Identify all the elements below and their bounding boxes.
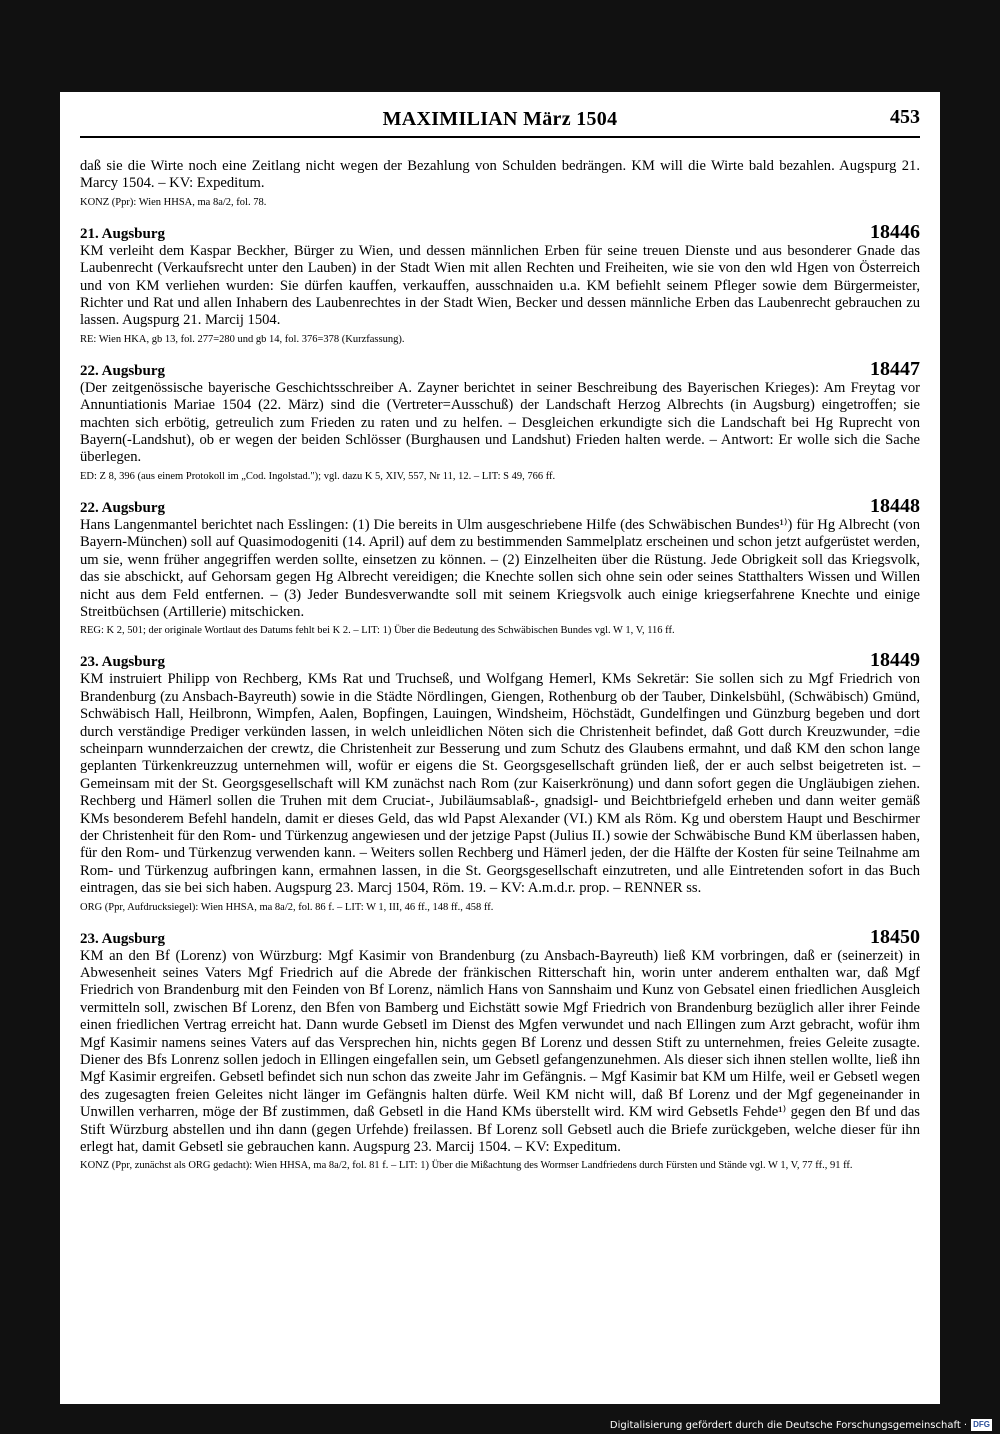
entry-18448 <box>80 494 920 637</box>
page-content <box>80 158 920 1172</box>
header-rule <box>80 136 920 138</box>
intro-text: daß sie die Wirte noch eine Zeitlang nicht wegen der Bezahlung von Schulden bedrängen. KM will die Wirte bald bezahlen. Augspurg 21. Marcy 1504. – KV: Expeditum. <box>80 158 920 192</box>
running-title: MAXIMILIAN März 1504 <box>382 108 618 130</box>
entry-header <box>80 925 920 948</box>
entry-date-place: 22. Augsburg <box>80 362 166 379</box>
page-header <box>80 106 920 136</box>
entry-source: ED: Z 8, 396 (aus einem Protokoll im „Cod. Ingolstad."); vgl. dazu K 5, XIV, 557, Nr 11, 12. – LIT: S 49, 766 ff. <box>80 470 556 482</box>
entry-date-place: 23. Augsburg <box>80 654 166 671</box>
intro-source: KONZ (Ppr): Wien HHSA, ma 8a/2, fol. 78. <box>80 196 267 208</box>
entry-number: 18450 <box>870 925 920 948</box>
entry-text: KM verleiht dem Kaspar Beckher, Bürger zu Wien, und dessen männlichen Erben für seine treuen Dienste und aus besonderer Gnade das Laubenrecht (Verkaufsrecht unter den Lauben) in der Stadt Wien mit allen Rechten und Freiheiten, wie sie von den wld Hgen von Österreich und von KM verliehen wurden: Sie dürfen kauffen, verkauffen, ausschnaiden u.a. KM befiehlt seinem Pfleger sowie dem Bürgermeister, Richter und Rat und allen Inhabern des Laubenrechtes in der Stadt Wien, Becker und dessen männliche Erben das Laubenrecht gebrauchen zu lassen. Augspurg 21. Marcij 1504. <box>80 242 920 329</box>
entry-18447 <box>80 357 920 483</box>
entry-header <box>80 651 920 671</box>
entry-header <box>80 357 920 380</box>
entry-text: KM instruiert Philipp von Rechberg, KMs Rat und Truchseß, und Wolfgang Hemerl, KMs Sekretär: Sie sollen sich zu Mgf Friedrich von Brandenburg (zu Ansbach-Bayreuth) sowie in die Städte Nördlingen, Giengen, Rothenburg ob der Tauber, Dinkelsbühl, (Schwäbisch) Gmünd, Schwäbisch Hall, Heilbronn, Wimpfen, Aalen, Bopfingen, Lauingen, Windsheim, Höchstädt, Gundelfingen und Günzburg begeben und dort durch verständige Prediger verkünden lassen, in welch unleidlichen Nöten sich die Christenheit befindet, daß Gott durch Kreuzwunder, =die scheinparn wunnderzaichen der crewtz, die Christenheit zur Besserung und zum Schutz des Glaubens ermahnt, und daß KM den schon lange geplanten Türkenkreuzzug unternehmen will, wofür er eigens die St. Georgsgesellschaft gründen ließ, der er auch selbst beigetreten ist. – Gemeinsam mit der St. Georgsgesellschaft will KM zunächst nach Rom (zur Kaiserkrönung) und dann sofort gegen die Ungläubigen ziehen. Rechberg und Hämerl sollen die Truhen mit dem Cruciat-, Jubiläumsablaß-, gnadsigl- und Beichtbriefgeld erheben und dann weiter gemäß KMs besonderem Befehl handeln, damit er dieses Geld, das wld Papst Alexander (VI.) KM als Röm. Kg und oberstem Haupt und Beschirmer der Christenheit für den Rom- und Türkenzug angewiesen und der jetzige Papst (Julius II.) sowie der Schwäbische Bund KM überlassen haben, für den Rom- und Türkenzug verwenden kann. – Weiters sollen Rechberg und Hämerl jeden, der die Hälfte der Kosten für seine Teilnahme am Rom- und Türkenzug aufbringen kann, ermahnen lassen, in die St. Georgsgesellschaft einzutreten, und alle Eintretenden sofort in das Buch eintragen, das sie bei sich haben. Augspurg 23. Marcj 1504, Röm. 19. – KV: A.m.d.r. prop. – RENNER ss. <box>80 671 920 897</box>
entry-date-place: 22. Augsburg <box>80 499 166 516</box>
entry-number: 18446 <box>870 220 920 243</box>
entry-source: KONZ (Ppr, zunächst als ORG gedacht): Wien HHSA, ma 8a/2, fol. 81 f. – LIT: 1) Über die Mißachtung des Wormser Landfriedens durch Fürsten und Stände vgl. W 1, V, 77 ff., 91 ff. <box>80 1160 853 1172</box>
entry-18449 <box>80 651 920 913</box>
entry-header <box>80 494 920 517</box>
funding-footer <box>610 1418 992 1432</box>
page-number: 453 <box>890 106 920 128</box>
entry-source: REG: K 2, 501; der originale Wortlaut des Datums fehlt bei K 2. – LIT: 1) Über die Bedeutung des Schwäbischen Bundes vgl. W 1, V, 116 ff. <box>80 625 675 637</box>
entry-text: KM an den Bf (Lorenz) von Würzburg: Mgf Kasimir von Brandenburg (zu Ansbach-Bayreuth) ließ KM vorbringen, daß er (seinerzeit) in Abwesenheit seines Vaters Mgf Friedrich auf die Abrede der fränkischen Ritterschaft hin, worin unter anderem enthalten war, daß Mgf Friedrich von Brandenburg mit den Feinden von Bf Lorenz, nämlich Hans von Sannshaim und Kunz von Gebsatel einen friedlichen Ausgleich vermitteln soll, zwischen Bf Lorenz, den Bfen von Bamberg und Eichstätt sowie Mgf Friedrich von Brandenburg bezüglich aller ihrer Feinde einen friedlichen Vertrag erreicht hat. Dann wurde Gebsetl im Dienst des Mgfen verwundet und nach Ellingen zum Arzt gebracht, wofür ihm Mgf Kasimir namens seines Vaters auf das Versprechen hin, nichts gegen Bf Lorenz und dessen Stift zu unternehmen, freies Geleite zusagte. Diener des Bfs Lonrenz sollen jedoch in Ellingen eingefallen sein, um Gebsetl gefangenzunehmen. Als dieser sich ihnen stellen wollte, ließ ihn Mgf Kasimir ergreifen. Gebsetl befindet sich nun schon das zweite Jahr im Gefängnis. – Mgf Kasimir bat KM um Hilfe, weil er Gebsetl wegen des zugesagten freien Geleites nicht länger im Gefängnis halten dürfe. Weil KM nicht will, daß Bf Lorenz und der Mgf gegeneinander in Unwillen verharren, möge der Bf zustimmen, daß Gebsetl in die Hand KMs überstellt wird. KM wird Gebsetls Fehde¹⁾ gegen den Bf und das Stift Würzburg abstellen und ihn dann (gegen Urfehde) freilassen. Bf Lorenz soll Gebsetl auch die Briefe zurückgeben, welche dieser für ihn erlegt hat, damit Gebsetl sie gebrauchen kann. Augspurg 23. Marcij 1504. – KV: Expeditum. <box>80 947 920 1156</box>
entry-date-place: 23. Augsburg <box>80 930 166 947</box>
document-page <box>60 92 940 1404</box>
entry-18446 <box>80 220 920 346</box>
entry-number: 18447 <box>870 357 920 380</box>
entry-text: (Der zeitgenössische bayerische Geschichtsschreiber A. Zayner berichtet in seiner Beschreibung des Bayerischen Krieges): Am Freytag vor Annuntiationis Mariae 1504 (22. März) sind die (Vertreter=Ausschuß) der Landschaft Herzog Albrechts (in Augsburg) eingetroffen; sie machten sich erbötig, getreulich zum Frieden zu raten und zu helfen. – Desgleichen erkundigte sich die Landschaft bei Hg Ruprecht von Bayern(-Landshut), ob er wegen der beiden Schlösser (Burghausen und Landshut) Frieden halten werde. – Antwort: Er wolle sich die Sache überlegen. <box>80 379 920 466</box>
entry-header <box>80 220 920 243</box>
entry-text: Hans Langenmantel berichtet nach Esslingen: (1) Die bereits in Ulm ausgeschriebene Hilfe (des Schwäbischen Bundes¹⁾) für Hg Albrecht (von Bayern-München) soll auf Quasimodogeniti (14. April) auf dem zu bestimmenden Sammelplatz erscheinen und schon jetzt aufgerüstet werden, um sie, wenn früher angegriffen werden sollte, einsetzen zu können. – (2) Einzelheiten über die Rüstung. Jede Obrigkeit soll das Kriegsvolk, das sie abschickt, auf Gehorsam gegen Hg Albrecht vereidigen; die Knechte sollen sich ohne sein oder seines Statthalters Wissen und Willen nicht aus dem Feld entfernen. – (3) Jeder Bundesverwandte soll mit seinem Kriegsvolk auch einige kriegserfahrene Knechte und einige Streitbüchsen (Artillerie) mitschicken. <box>80 516 920 620</box>
entry-number: 18449 <box>870 649 920 672</box>
funding-note: Digitalisierung gefördert durch die Deutsche Forschungsgemeinschaft · <box>609 1419 968 1431</box>
entry-18450 <box>80 925 920 1173</box>
entry-source: RE: Wien HKA, gb 13, fol. 277=280 und gb 14, fol. 376=378 (Kurzfassung). <box>80 333 405 345</box>
entry-number: 18448 <box>870 494 920 517</box>
entry-date-place: 21. Augsburg <box>80 225 166 242</box>
dfg-logo: DFG <box>973 1420 990 1429</box>
entry-source: ORG (Ppr, Aufdrucksiegel): Wien HHSA, ma 8a/2, fol. 86 f. – LIT: W 1, III, 46 ff., 148 ff., 458 ff. <box>80 901 494 913</box>
